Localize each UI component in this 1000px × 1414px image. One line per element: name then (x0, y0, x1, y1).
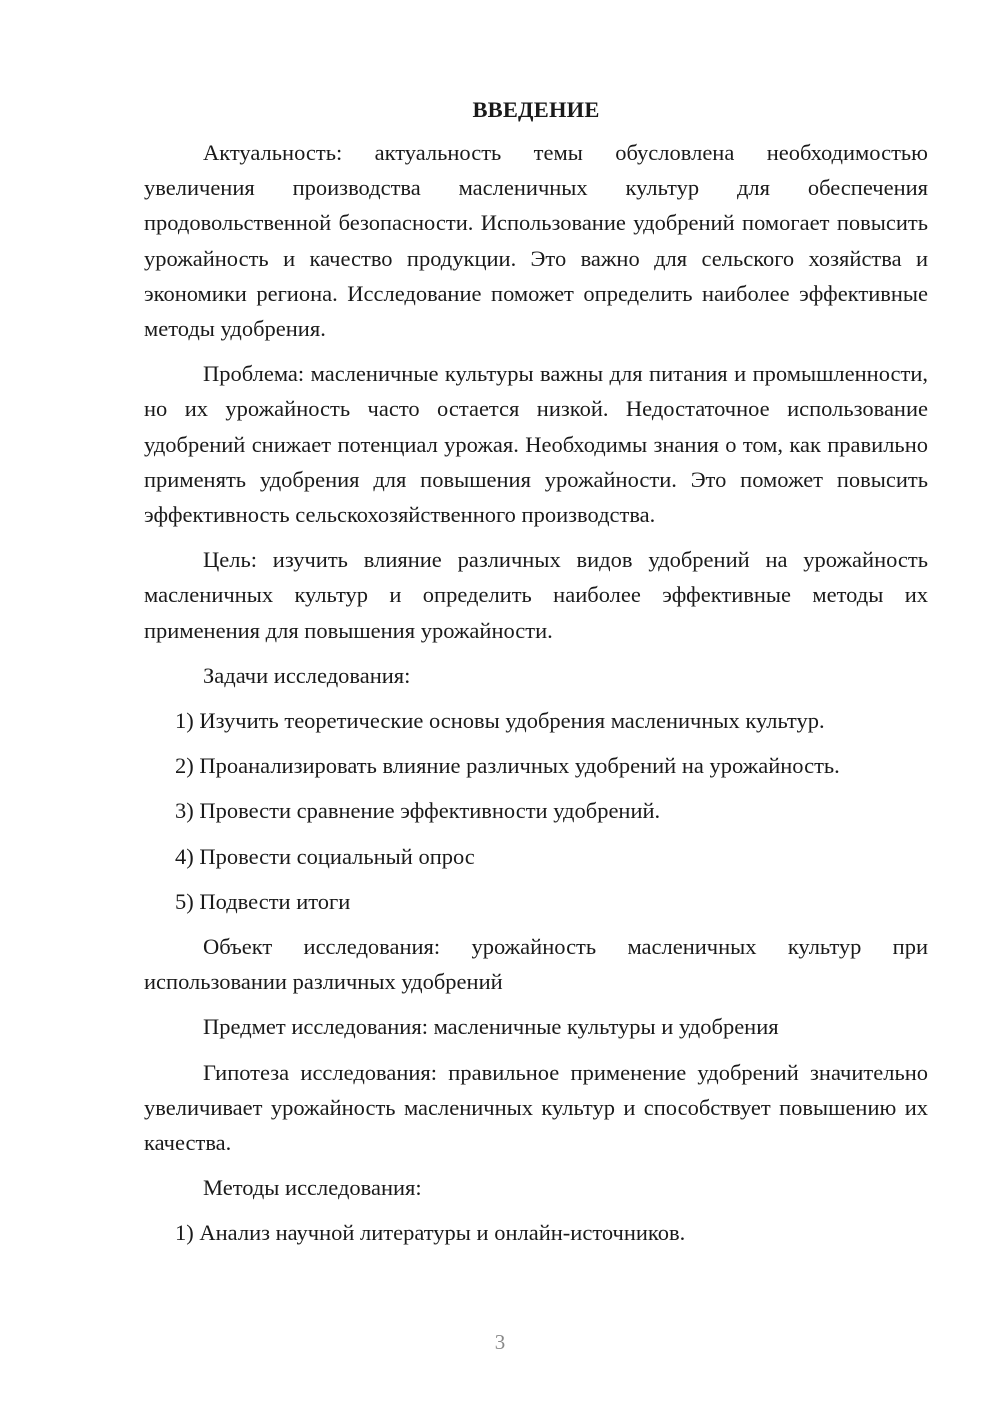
section-title: ВВЕДЕНИЕ (472, 97, 600, 122)
task-item-2: 2) Проанализировать влияние различных удобрений на урожайность. (175, 753, 840, 779)
task-item-1: 1) Изучить теоретические основы удобрения масленичных культур. (175, 708, 825, 734)
methods-heading: Методы исследования: (203, 1175, 422, 1201)
document-page (144, 92, 928, 1261)
task-item-3: 3) Провести сравнение эффективности удобрений. (175, 798, 661, 824)
method-item-1: 1) Анализ научной литературы и онлайн-источников. (175, 1220, 686, 1246)
goal-paragraph: Цель: изучить влияние различных видов удобрений на урожайность масленичных культур и определить наиболее эффективные методы их применения для повышения урожайности. (144, 547, 928, 643)
problem-paragraph: Проблема: масленичные культуры важны для питания и промышленности, но их урожайность часто остается низкой. Недостаточное использование удобрений снижает потенциал урожая. Необходимы знания о том, как правильно применять удобрения для повышения урожайности. Это поможет повысить эффективность сельскохозяйственного производства. (144, 361, 928, 528)
task-item-5: 5) Подвести итоги (175, 888, 351, 914)
task-item-4: 4) Провести социальный опрос (175, 843, 475, 869)
subject-paragraph: Предмет исследования: масленичные культуры и удобрения (203, 1014, 779, 1040)
object-paragraph: Объект исследования: урожайность масленичных культур при использовании различных удобрений (144, 934, 928, 995)
page-number: 3 (494, 1330, 506, 1354)
hypothesis-paragraph: Гипотеза исследования: правильное применение удобрений значительно увеличивает урожайность масленичных культур и способствует повышению их качества. (144, 1059, 928, 1156)
tasks-heading: Задачи исследования: (203, 662, 411, 688)
relevance-paragraph: Актуальность: актуальность темы обусловлена необходимостью увеличения производства масленичных культур для обеспечения продовольственной безопасности. Использование удобрений помогает повысить урожайность и качество продукции. Это важно для сельского хозяйства и экономики региона. Исследование поможет определить наиболее эффективные методы удобрения. (144, 140, 928, 342)
